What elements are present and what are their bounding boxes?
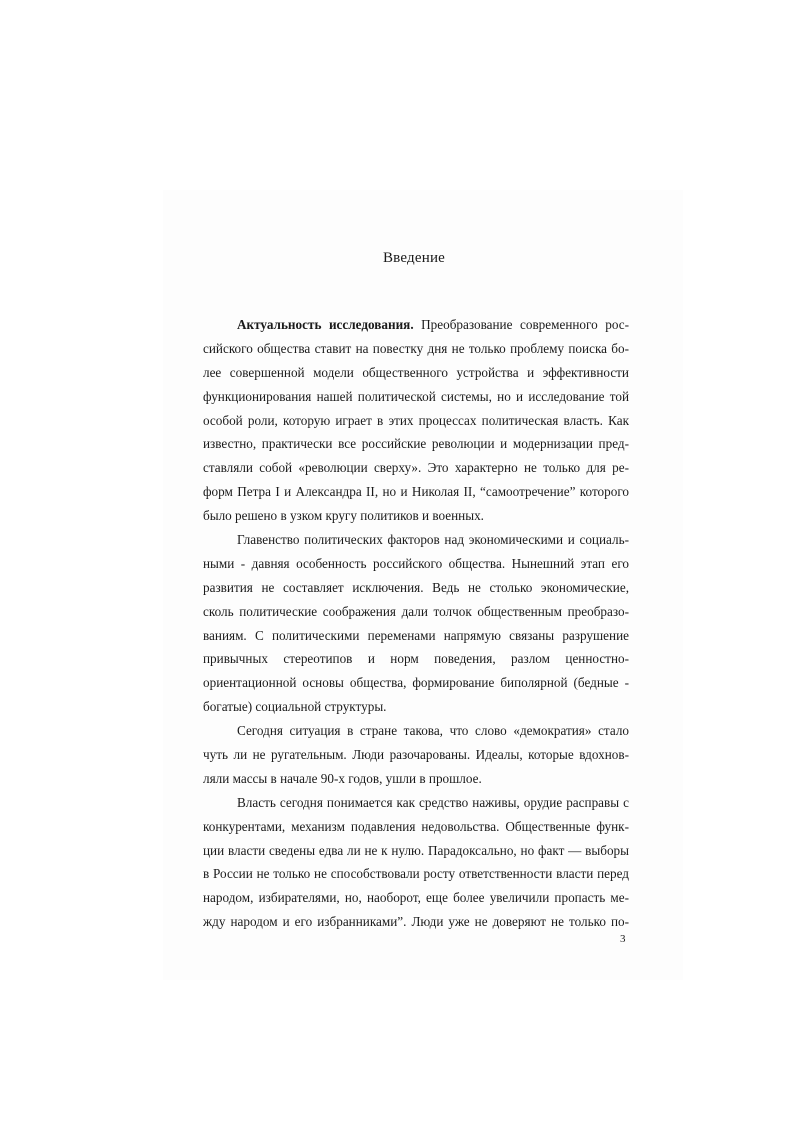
document-body: [203, 313, 629, 934]
paragraph-line: Сегодня ситуация в стране такова, что слово «демократия» стало: [237, 723, 629, 739]
paragraph-line: развития не составляет исключения. Ведь не столько экономические,: [203, 579, 629, 595]
paragraph-line: было решено в узком кругу политиков и военных.: [203, 508, 484, 524]
paragraph-line: Главенство политических факторов над экономическими и социаль-: [237, 532, 629, 548]
paragraph-line: ориентационной основы общества, формирование биполярной (бедные -: [203, 675, 629, 691]
paragraph-line: лее совершенной модели общественного устройства и эффективности: [203, 364, 629, 380]
paragraph-line: Власть сегодня понимается как средство наживы, орудие расправы с: [237, 794, 629, 810]
paragraph-line: народом, избирателями, но, наоборот, еще более увеличили пропасть ме-: [203, 890, 629, 906]
paragraph-line: ными - давняя особенность российского общества. Нынешний этап его: [203, 555, 629, 571]
paragraph-line: сколь политические соображения дали толчок общественным преобразо-: [203, 603, 629, 619]
paragraph-line: ляли массы в начале 90-х годов, ушли в прошлое.: [203, 770, 482, 786]
paragraph-line: конкурентами, механизм подавления недовольства. Общественные функ-: [203, 818, 629, 834]
paragraph-line: форм Петра I и Александра II, но и Николая II, “самоотречение” которого: [203, 484, 629, 500]
paragraph-line: известно, практически все российские революции и модернизации пред-: [203, 436, 629, 452]
paragraph-line: богатые) социальной структуры.: [203, 699, 387, 715]
paragraph-line: ции власти сведены едва ли не к нулю. Парадоксально, но факт — выборы: [203, 842, 629, 858]
paragraph-line: сийского общества ставит на повестку дня не только проблему поиска бо-: [203, 340, 629, 356]
page-title: Введение: [382, 250, 446, 266]
paragraph-line: функционирования нашей политической системы, но и исследование той: [203, 388, 629, 404]
paragraph-line: жду народом и его избранниками”. Люди уже не доверяют не только по-: [203, 914, 629, 930]
paragraph-line: чуть ли не ругательным. Люди разочарованы. Идеалы, которые вдохнов-: [203, 747, 629, 763]
paragraph-line: ставляли собой «революции сверху». Это характерно не только для ре-: [203, 460, 629, 476]
paragraph-line: особой роли, которую играет в этих процессах политическая власть. Как: [203, 412, 629, 428]
paragraph-line: в России не только не способствовали росту ответственности власти перед: [203, 866, 629, 882]
page-number: 3: [620, 933, 626, 945]
paragraph-line: ваниям. С политическими переменами напрямую связаны разрушение: [203, 627, 629, 643]
paragraph-line: привычных стереотипов и норм поведения, разлом ценностно-: [203, 651, 629, 667]
paragraph-line: Актуальность исследования. Преобразование современного рос-: [237, 317, 629, 332]
section-heading-inline: Актуальность исследования.: [237, 317, 414, 332]
